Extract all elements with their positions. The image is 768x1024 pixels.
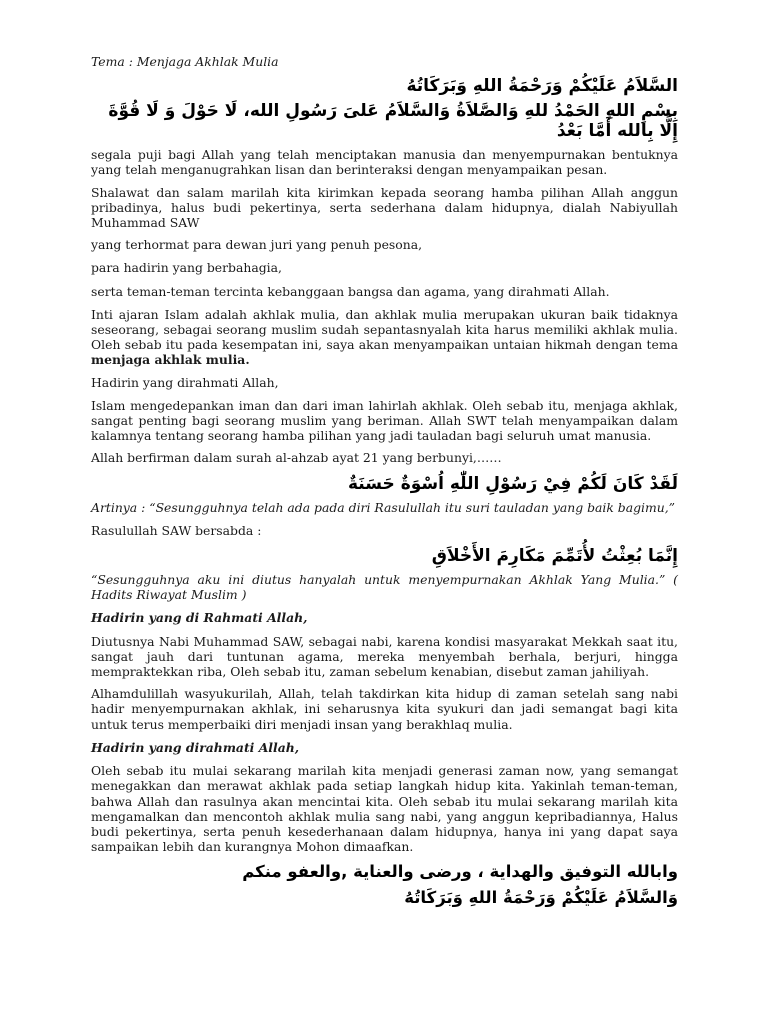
paragraph-gratitude: Alhamdulillah wasyukurilah, Allah, telah takdirkan kita hidup di zaman setelah sang nabi hadir menyempurnakan akhlak, ini seharusnya kita syukuri dan jadi semangat bagi kita untuk terus memperbaiki diri menjadi insan yang berakhlaq mulia. — [91, 686, 678, 732]
paragraph-iman-akhlak: Islam mengedepankan iman dan dari iman lahirlah akhlak. Oleh sebab itu, menjaga akhlak, sangat penting bagi seorang muslim yang beriman. Allah SWT telah menyampaikan dalam kalamnya tentang seorang hamba pilihan yang jadi tauladan bagi seluruh umat manusia. — [91, 397, 678, 444]
paragraph-praise: segala puji bagi Allah yang telah menciptakan manusia dan menyempurnakan bentuknya yang telah menganugrahkan lisan dan berinteraksi dengan menyampaikan pesan. — [91, 147, 678, 178]
greeting-friends: serta teman-teman tercinta kebanggaan bangsa dan agama, yang dirahmati Allah. — [91, 283, 610, 299]
arabic-bismillah: بِسْمِ اللهِ الحَمْدُ للهِ وَالصَّلاَةُ وَالسَّلاَمُ عَلىَ رَسُولِ الله، لَا حَوْلَ وَ لَا قُوَّةَ إِلَّا بِالله أَمَّا بَعْدُ — [108, 101, 678, 142]
hadith-intro: Rasulullah SAW bersabda : — [91, 522, 262, 538]
address-audience-1: Hadirin yang dirahmati Allah, — [91, 374, 279, 390]
verse-translation: Artinya : “Sesungguhnya telah ada pada diri Rasulullah itu suri tauladan yang baik bagimu,” — [91, 499, 676, 515]
address-audience-3: Hadirin yang dirahmati Allah, — [91, 739, 300, 755]
arabic-salam-closing: وَالسَّلاَمُ عَلَيْكُمْ وَرَحْمَةُ اللهِ وَبَرَكَاتُهُ — [404, 888, 678, 908]
paragraph-shalawat: Shalawat dan salam marilah kita kirimkan kepada seorang hamba pilihan Allah anggun pribadinya, halus budi pekertinya, serta sederhana dalam hidupnya, dialah Nabiyullah Muhammad SAW — [91, 184, 678, 231]
arabic-quran-verse: لَقَدْ كَانَ لَكُمْ فِيْ رَسُوْلِ اللّٰهِ اُسْوَةٌ حَسَنَةٌ — [348, 473, 678, 494]
arabic-closing-prayer: وابالله التوفيق والهداية ، ورضى والعناية ,والعفو منكم — [242, 862, 678, 882]
greeting-judges: yang terhormat para dewan juri yang penuh pesona, — [91, 237, 423, 253]
theme-highlight: menjaga akhlak mulia. — [91, 352, 250, 368]
paragraph-jahiliyah: Diutusnya Nabi Muhammad SAW, sebagai nabi, karena kondisi masyarakat Mekkah saat itu, sangat jauh dari tuntunan agama, mereka menyembah berhala, berjuri, hingga mempraktekkan riba, Oleh sebab itu, zaman sebelum kenabian, disebut zaman jahiliyah. — [91, 633, 678, 680]
verse-intro: Allah berfirman dalam surah al-ahzab ayat 21 yang berbunyi,…… — [91, 450, 502, 466]
hadith-translation: “Sesungguhnya aku ini diutus hanyalah untuk menyempurnakan Akhlak Yang Mulia.” ( Hadits Riwayat Muslim ) — [91, 572, 678, 603]
greeting-audience: para hadirin yang berbahagia, — [91, 260, 282, 276]
document-page — [91, 54, 678, 913]
arabic-hadith: إِنَّمَا بُعِثْتُ لأُتَمِّمَ مَكَارِمَ الأَخْلاَقِ — [431, 546, 678, 567]
paragraph-intro-theme — [91, 307, 678, 368]
paragraph-closing-call: Oleh sebab itu mulai sekarang marilah kita menjadi generasi zaman now, yang semangat menegakkan dan merawat akhlak pada setiap langkah hidup kita. Yakinlah teman-teman, bahwa Allah dan rasulnya akan mencintai kita. Oleh sebab itu mulai sekarang marilah kita mengamalkan dan mencontoh akhlak mulia sang nabi, yang anggun kepribadiannya, Halus budi pekertinya, serta penuh kesederhanaan dalam hidupnya, hanya ini yang dapat saya sampaikan lebih dan kurangnya Mohon dimaafkan. — [91, 763, 678, 855]
theme-line: Tema : Menjaga Akhlak Mulia — [91, 54, 279, 69]
address-audience-2: Hadirin yang di Rahmati Allah, — [91, 610, 308, 626]
arabic-salam-opening: السَّلاَمُ عَلَيْكُمْ وَرَحْمَةُ اللهِ وَبَرَكَاتُهُ — [406, 76, 678, 97]
intro-theme-text: Inti ajaran Islam adalah akhlak mulia, dan akhlak mulia merupakan ukuran baik tidaknya seseorang, sebagai seorang muslim sudah sepantasnyalah kita harus memiliki akhlak mulia. Oleh sebab itu pada kesempatan ini, saya akan menyampaikan untaian hikmah dengan tema — [91, 306, 678, 353]
